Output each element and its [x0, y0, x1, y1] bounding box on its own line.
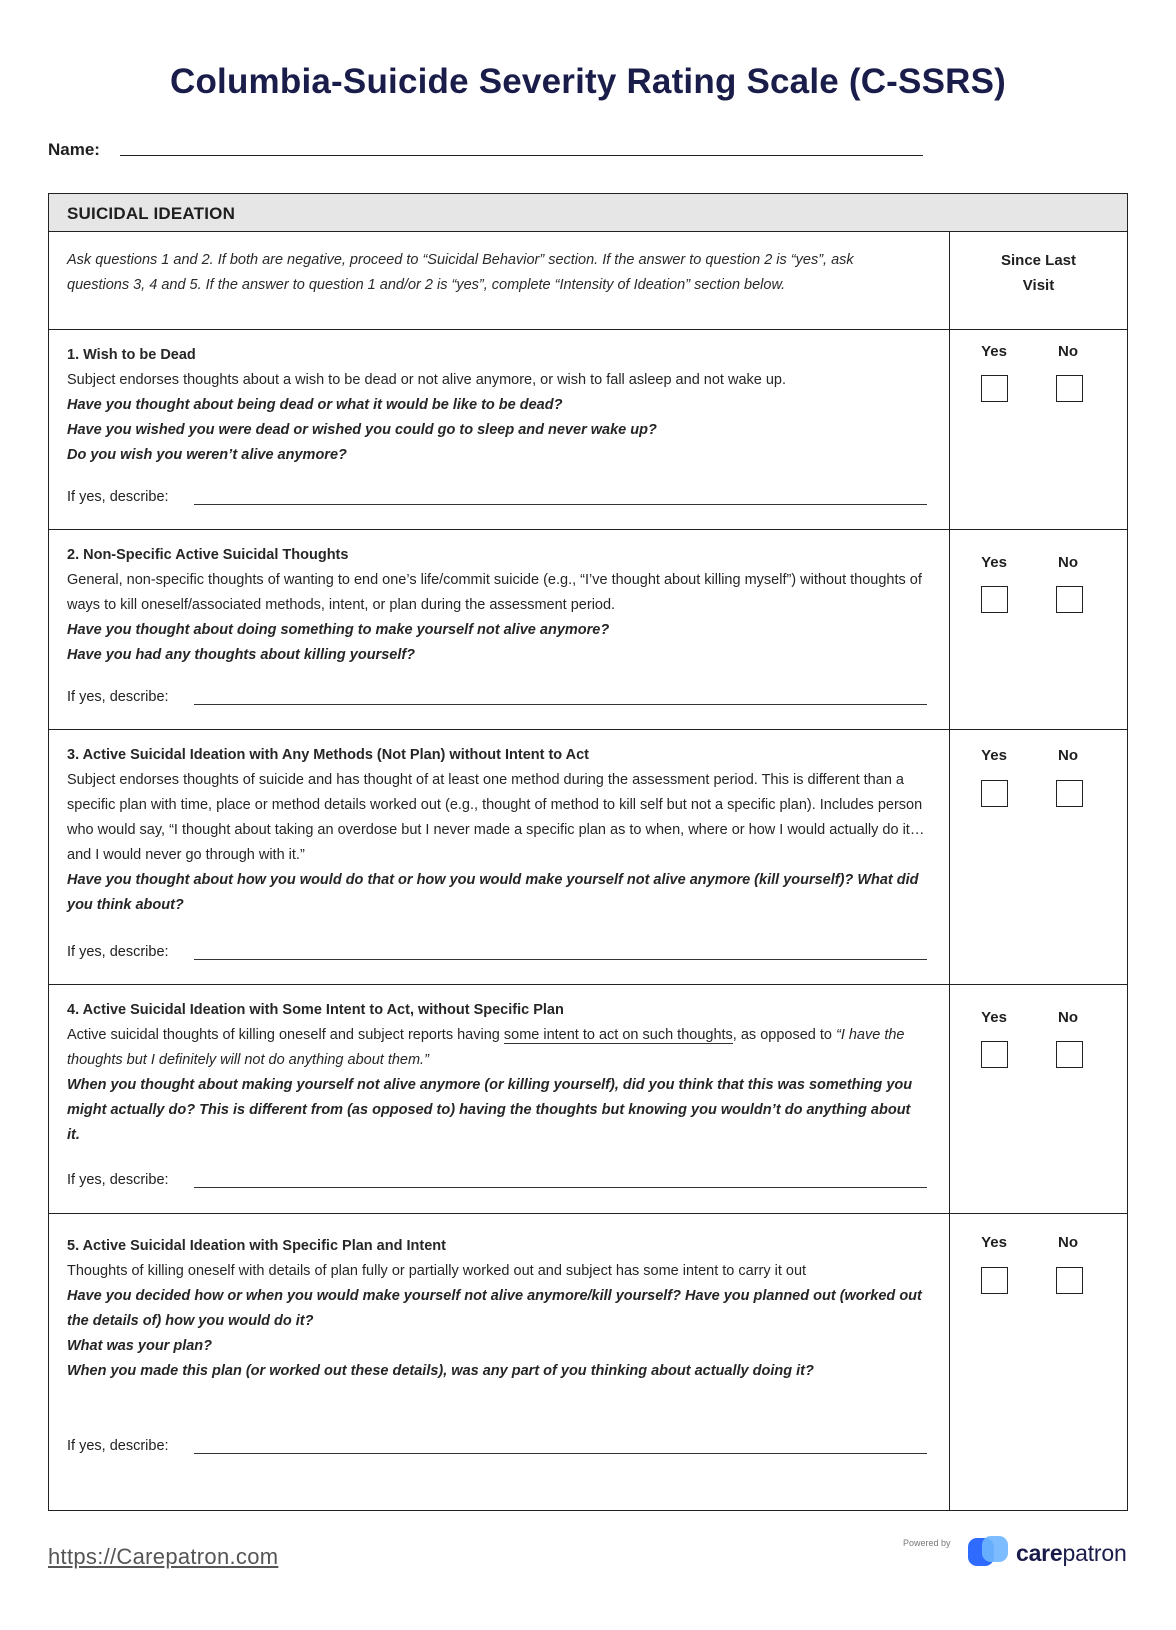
item-question: Have you thought about doing something to make yourself not alive anymore?	[67, 622, 610, 638]
yes-checkbox[interactable]	[981, 780, 1008, 807]
name-row	[48, 140, 923, 164]
item-title: 1. Wish to be Dead	[67, 347, 196, 363]
item-question: When you thought about making yourself not alive anymore (or killing yourself), did you think that this was something you might actually do? This is different from (as opposed to) having the thoughts but knowing you wouldn’t do anything about it.	[67, 1077, 913, 1143]
item-description: Subject endorses thoughts about a wish to be dead or not alive anymore, or wish to fall asleep and not wake up.	[67, 372, 787, 388]
yes-label: Yes	[981, 1234, 1007, 1251]
describe-label: If yes, describe:	[67, 689, 169, 705]
yes-label: Yes	[981, 343, 1007, 360]
yes-label: Yes	[981, 747, 1007, 764]
section-header: SUICIDAL IDEATION	[49, 194, 1127, 232]
yes-checkbox[interactable]	[981, 586, 1008, 613]
describe-input-line[interactable]	[194, 1187, 927, 1188]
no-label: No	[1058, 747, 1078, 764]
name-input-line[interactable]	[120, 155, 923, 156]
no-label: No	[1058, 1234, 1078, 1251]
item-row-2	[49, 530, 1127, 730]
item-description: Active suicidal thoughts of killing oneself and subject reports having some intent to act on such thoughts, as opposed to “I have the thoughts but I definitely will not do anything about them.”	[67, 1027, 905, 1068]
item-title: 4. Active Suicidal Ideation with Some Intent to Act, without Specific Plan	[67, 1002, 564, 1018]
item-question: Have you wished you were dead or wished you could go to sleep and never wake up?	[67, 422, 657, 438]
no-checkbox[interactable]	[1056, 1041, 1083, 1068]
no-label: No	[1058, 343, 1078, 360]
describe-row	[67, 1438, 927, 1462]
item-question: Do you wish you weren’t alive anymore?	[67, 447, 347, 463]
item-question: When you made this plan (or worked out these details), was any part of you thinking about actually doing it?	[67, 1363, 814, 1379]
yes-checkbox[interactable]	[981, 1041, 1008, 1068]
yes-label: Yes	[981, 554, 1007, 571]
item-question: Have you had any thoughts about killing yourself?	[67, 647, 416, 663]
since-last-visit-label	[950, 248, 1127, 298]
describe-label: If yes, describe:	[67, 1172, 169, 1188]
item-title: 3. Active Suicidal Ideation with Any Methods (Not Plan) without Intent to Act	[67, 747, 590, 763]
since-last-visit-text: Since Last Visit	[1000, 252, 1077, 294]
item-description: Thoughts of killing oneself with details of plan fully or partially worked out and subject has some intent to carry it out	[67, 1263, 807, 1279]
brand-name: carepatron	[1016, 1540, 1127, 1566]
carepatron-link[interactable]: https://Carepatron.com	[48, 1544, 279, 1569]
suicidal-ideation-table	[48, 193, 1128, 1511]
item-row-5	[49, 1214, 1127, 1510]
no-checkbox[interactable]	[1056, 1267, 1083, 1294]
item-title: 5. Active Suicidal Ideation with Specific Plan and Intent	[67, 1238, 446, 1254]
describe-input-line[interactable]	[194, 1453, 927, 1454]
name-label: Name:	[48, 140, 100, 159]
instructions-text: Ask questions 1 and 2. If both are negative, proceed to “Suicidal Behavior” section. If the answer to question 2 is “yes”, ask questions 3, 4 and 5. If the answer to question 1 and/or 2 is “yes”, complete “Intensity of Ideation” section below.	[67, 252, 854, 293]
carepatron-logo	[966, 1534, 1136, 1570]
yes-checkbox[interactable]	[981, 375, 1008, 402]
no-checkbox[interactable]	[1056, 780, 1083, 807]
item-row-4	[49, 985, 1127, 1214]
describe-row	[67, 689, 927, 713]
describe-input-line[interactable]	[194, 504, 927, 505]
no-checkbox[interactable]	[1056, 586, 1083, 613]
item-question: What was your plan?	[67, 1338, 213, 1354]
item-row-1	[49, 330, 1127, 530]
item-description: Subject endorses thoughts of suicide and has thought of at least one method during the assessment period. This is different than a specific plan with time, place or method details worked out (e.g., thought of method to kill self but not a specific plan). Includes person who would say, “I thought about taking an overdose but I never made a specific plan as to when, where or how I would actually do it…and I would never go through with it.”	[67, 772, 925, 863]
item-question: Have you thought about being dead or what it would be like to be dead?	[67, 397, 563, 413]
describe-label: If yes, describe:	[67, 489, 169, 505]
yes-label: Yes	[981, 1009, 1007, 1026]
item-question: Have you thought about how you would do that or how you would make yourself not alive anymore (kill yourself)? What did you think about?	[67, 872, 919, 913]
describe-input-line[interactable]	[194, 704, 927, 705]
instructions-row	[49, 232, 1127, 330]
page-title: Columbia-Suicide Severity Rating Scale (C-SSRS)	[170, 62, 1006, 101]
item-title: 2. Non-Specific Active Suicidal Thoughts	[67, 547, 349, 563]
item-row-3	[49, 730, 1127, 985]
describe-input-line[interactable]	[194, 959, 927, 960]
describe-label: If yes, describe:	[67, 1438, 169, 1454]
yes-checkbox[interactable]	[981, 1267, 1008, 1294]
no-label: No	[1058, 554, 1078, 571]
no-checkbox[interactable]	[1056, 375, 1083, 402]
describe-row	[67, 944, 927, 968]
carepatron-logo-icon	[966, 1534, 1012, 1568]
describe-row	[67, 489, 927, 513]
no-label: No	[1058, 1009, 1078, 1026]
item-description: General, non-specific thoughts of wanting to end one’s life/commit suicide (e.g., “I’ve thought about killing myself”) without thoughts of ways to kill oneself/associated methods, intent, or plan during the assessment period.	[67, 572, 922, 613]
item-question: Have you decided how or when you would make yourself not alive anymore/kill yourself? Have you planned out (worked out the details of) how you would do it?	[67, 1288, 922, 1329]
powered-by-label: Powered by	[903, 1538, 951, 1548]
describe-label: If yes, describe:	[67, 944, 169, 960]
describe-row	[67, 1172, 927, 1196]
